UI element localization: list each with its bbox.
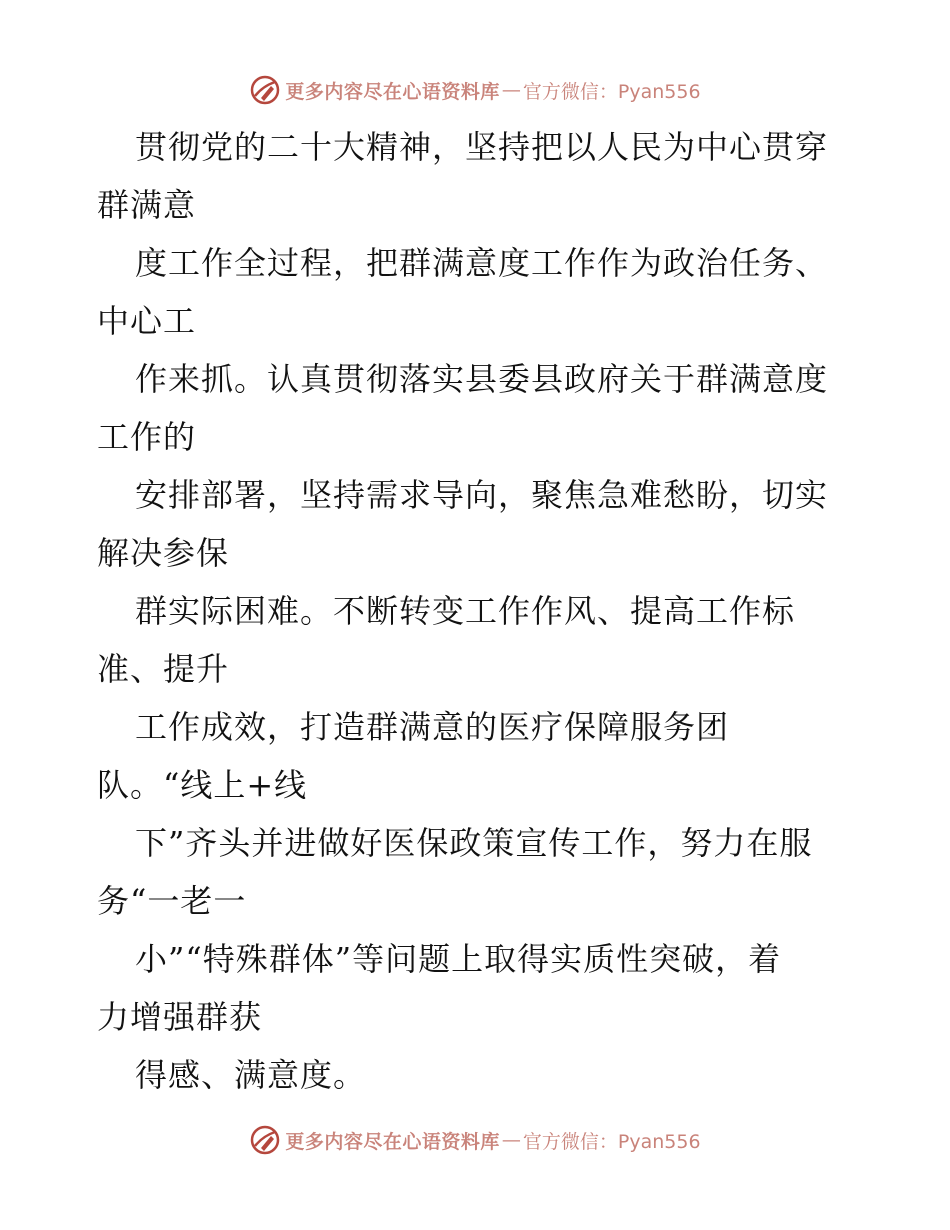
paragraph-first-line: 安排部署，坚持需求导向，聚焦急难愁盼，切实 xyxy=(135,476,829,514)
paragraph xyxy=(97,582,867,698)
watermark-dash: — xyxy=(501,79,521,101)
paragraph-first-line: 小”“特殊群体”等问题上取得实质性突破，着 xyxy=(135,940,782,978)
paragraph-wrap-line: 工作的 xyxy=(97,418,197,456)
watermark-wechat: 官方微信：Pyan556 xyxy=(522,1130,701,1153)
watermark-wechat: 官方微信：Pyan556 xyxy=(522,80,701,103)
watermark-text: 更多内容尽在心语资料库 xyxy=(285,80,500,103)
paragraph-wrap-line: 准、提升 xyxy=(97,650,230,688)
footer-watermark xyxy=(0,1120,950,1160)
paragraph-first-line: 下”齐头并进做好医保政策宣传工作，努力在服 xyxy=(135,824,813,862)
pen-logo-icon xyxy=(249,1124,281,1156)
paragraph xyxy=(97,350,867,466)
paragraph xyxy=(97,466,867,582)
paragraph-first-line: 作来抓。认真贯彻落实县委县政府关于群满意度 xyxy=(135,360,829,398)
header-watermark xyxy=(0,70,950,110)
paragraph xyxy=(97,698,867,814)
pen-logo-icon xyxy=(249,74,281,106)
paragraph-wrap-line: 队。“线上+线 xyxy=(97,766,308,804)
paragraph xyxy=(97,930,867,1046)
watermark-text: 更多内容尽在心语资料库 xyxy=(285,1130,500,1153)
paragraph xyxy=(97,234,867,350)
paragraph-wrap-line: 群满意 xyxy=(97,186,197,224)
watermark-dash: — xyxy=(501,1129,521,1151)
paragraph-wrap-line: 解决参保 xyxy=(97,534,230,572)
paragraph-first-line: 得感、满意度。 xyxy=(135,1056,367,1094)
paragraph-first-line: 贯彻党的二十大精神，坚持把以人民为中心贯穿 xyxy=(135,128,829,166)
paragraph-first-line: 群实际困难。不断转变工作作风、提高工作标 xyxy=(135,592,796,630)
paragraph xyxy=(97,118,867,234)
paragraph xyxy=(97,814,867,930)
paragraph-wrap-line: 力增强群获 xyxy=(97,998,263,1036)
document-body xyxy=(97,118,867,1104)
paragraph-first-line: 工作成效，打造群满意的医疗保障服务团 xyxy=(135,708,730,746)
paragraph xyxy=(97,1046,867,1104)
paragraph-first-line: 度工作全过程，把群满意度工作作为政治任务、 xyxy=(135,244,829,282)
paragraph-wrap-line: 务“一老一 xyxy=(97,882,247,920)
paragraph-wrap-line: 中心工 xyxy=(97,302,197,340)
